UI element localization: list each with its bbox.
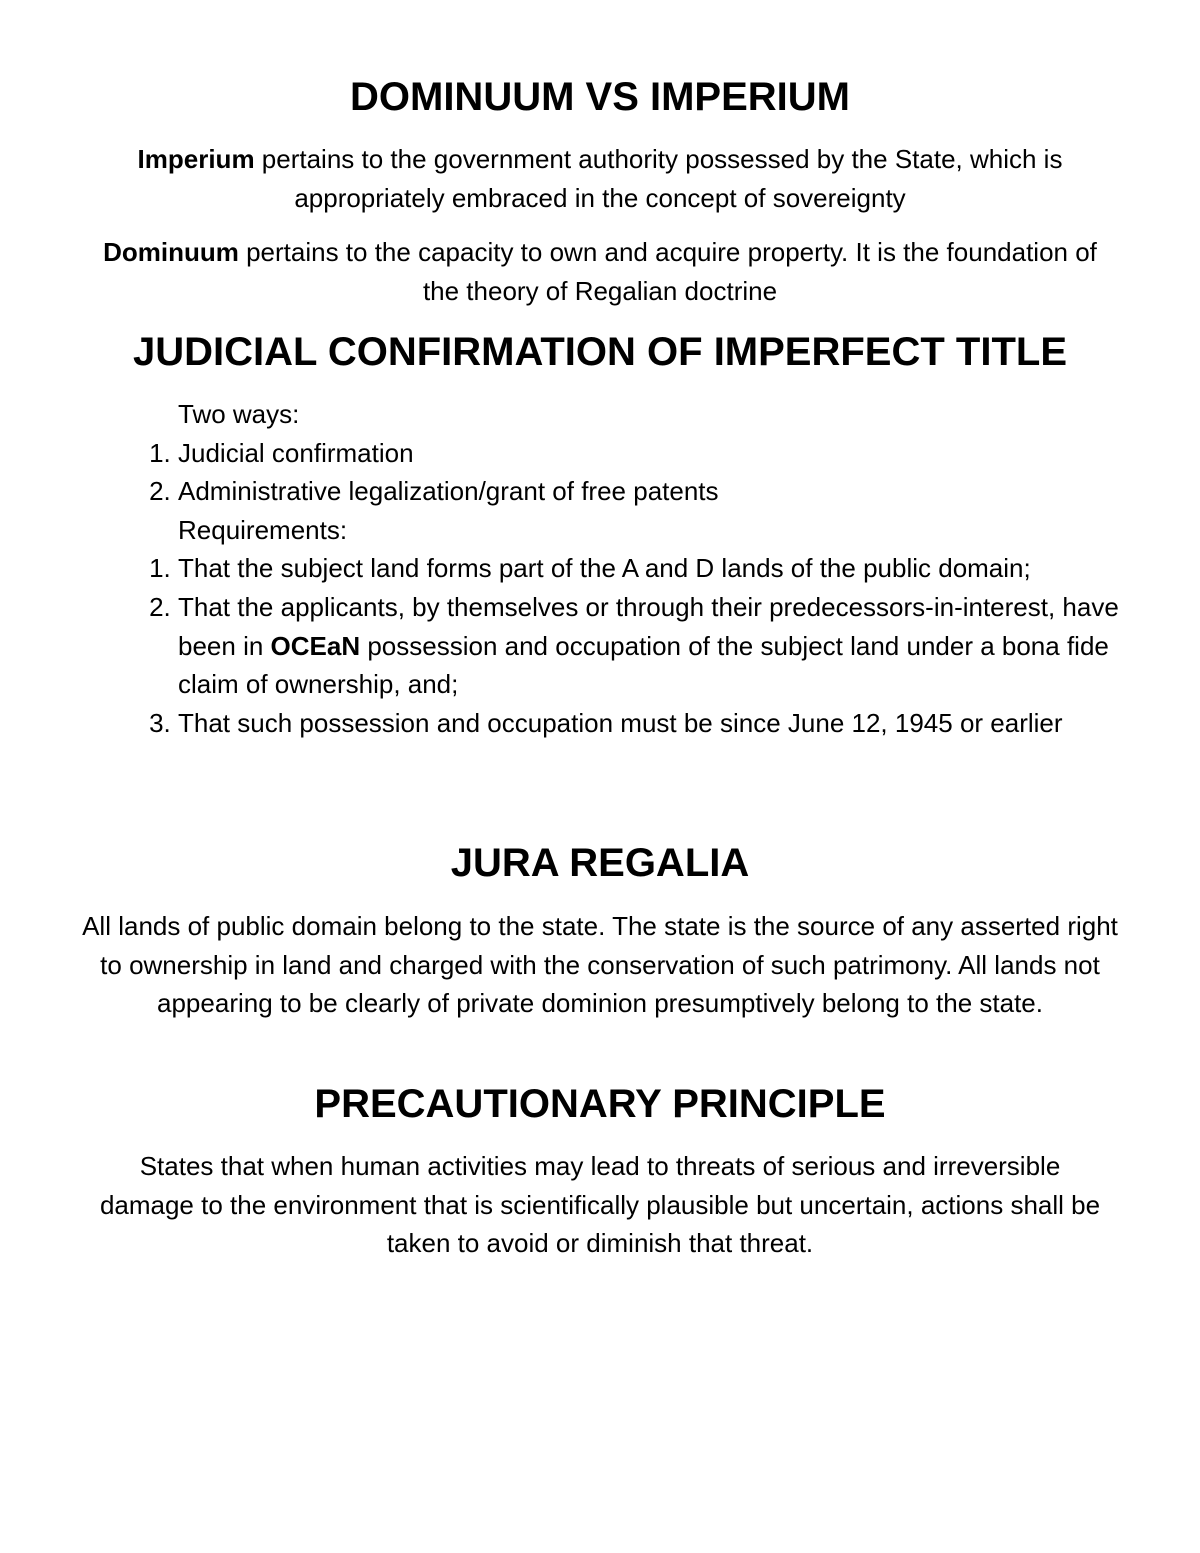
jura-regalia-text: All lands of public domain belong to the state. The state is the source of any asserted right to ownership in land and charged with the conservation of such patrimony. All lands not appearing to be clearly of private dominion presumptively belong to the state. xyxy=(82,911,1118,1018)
ocean-term: OCEaN xyxy=(270,630,361,661)
req2-text-before: That the applicants, by themselves or through their predecessors-in-interest, have been in xyxy=(178,591,1119,661)
requirements-label: Requirements: xyxy=(178,514,348,545)
list-item: 1. Judicial confirmation xyxy=(178,434,1130,473)
heading-dominuum-vs-imperium: DOMINUUM VS IMPERIUM xyxy=(350,75,850,119)
imperium-text: pertains to the government authority possessed by the State, which is appropriately embraced in the concept of sovereignty xyxy=(254,144,1063,213)
dominuum-text: pertains to the capacity to own and acquire property. It is the foundation of the theory of Regalian doctrine xyxy=(238,237,1097,306)
precautionary-principle-text: States that when human activities may lead to threats of serious and irreversible damage to the environment that is scientifically plausible but uncertain, actions shall be taken to avoid or diminish that threat. xyxy=(99,1151,1101,1258)
dominuum-definition xyxy=(90,233,1110,310)
judicial-confirmation-content xyxy=(140,395,1130,742)
ways-list xyxy=(140,434,1130,511)
heading-jura-regalia: JURA REGALIA xyxy=(450,841,750,885)
req2-text-after: possession and occupation of the subject land under a bona fide claim of ownership, and; xyxy=(178,630,1109,700)
imperium-definition xyxy=(90,140,1110,217)
ways-label: Two ways: xyxy=(178,399,300,429)
list-item xyxy=(178,588,1130,704)
list-item: 1. That the subject land forms part of the A and D lands of the public domain; xyxy=(178,549,1130,588)
list-item: 2. Administrative legalization/grant of free patents xyxy=(178,472,1130,511)
dominuum-term: Dominuum xyxy=(103,237,239,267)
heading-precautionary-principle: PRECAUTIONARY PRINCIPLE xyxy=(314,1082,886,1126)
imperium-term: Imperium xyxy=(137,144,255,174)
list-item: 3. That such possession and occupation must be since June 12, 1945 or earlier xyxy=(178,704,1130,743)
heading-judicial-confirmation: JUDICIAL CONFIRMATION OF IMPERFECT TITLE xyxy=(132,330,1068,374)
requirements-list xyxy=(140,549,1130,742)
